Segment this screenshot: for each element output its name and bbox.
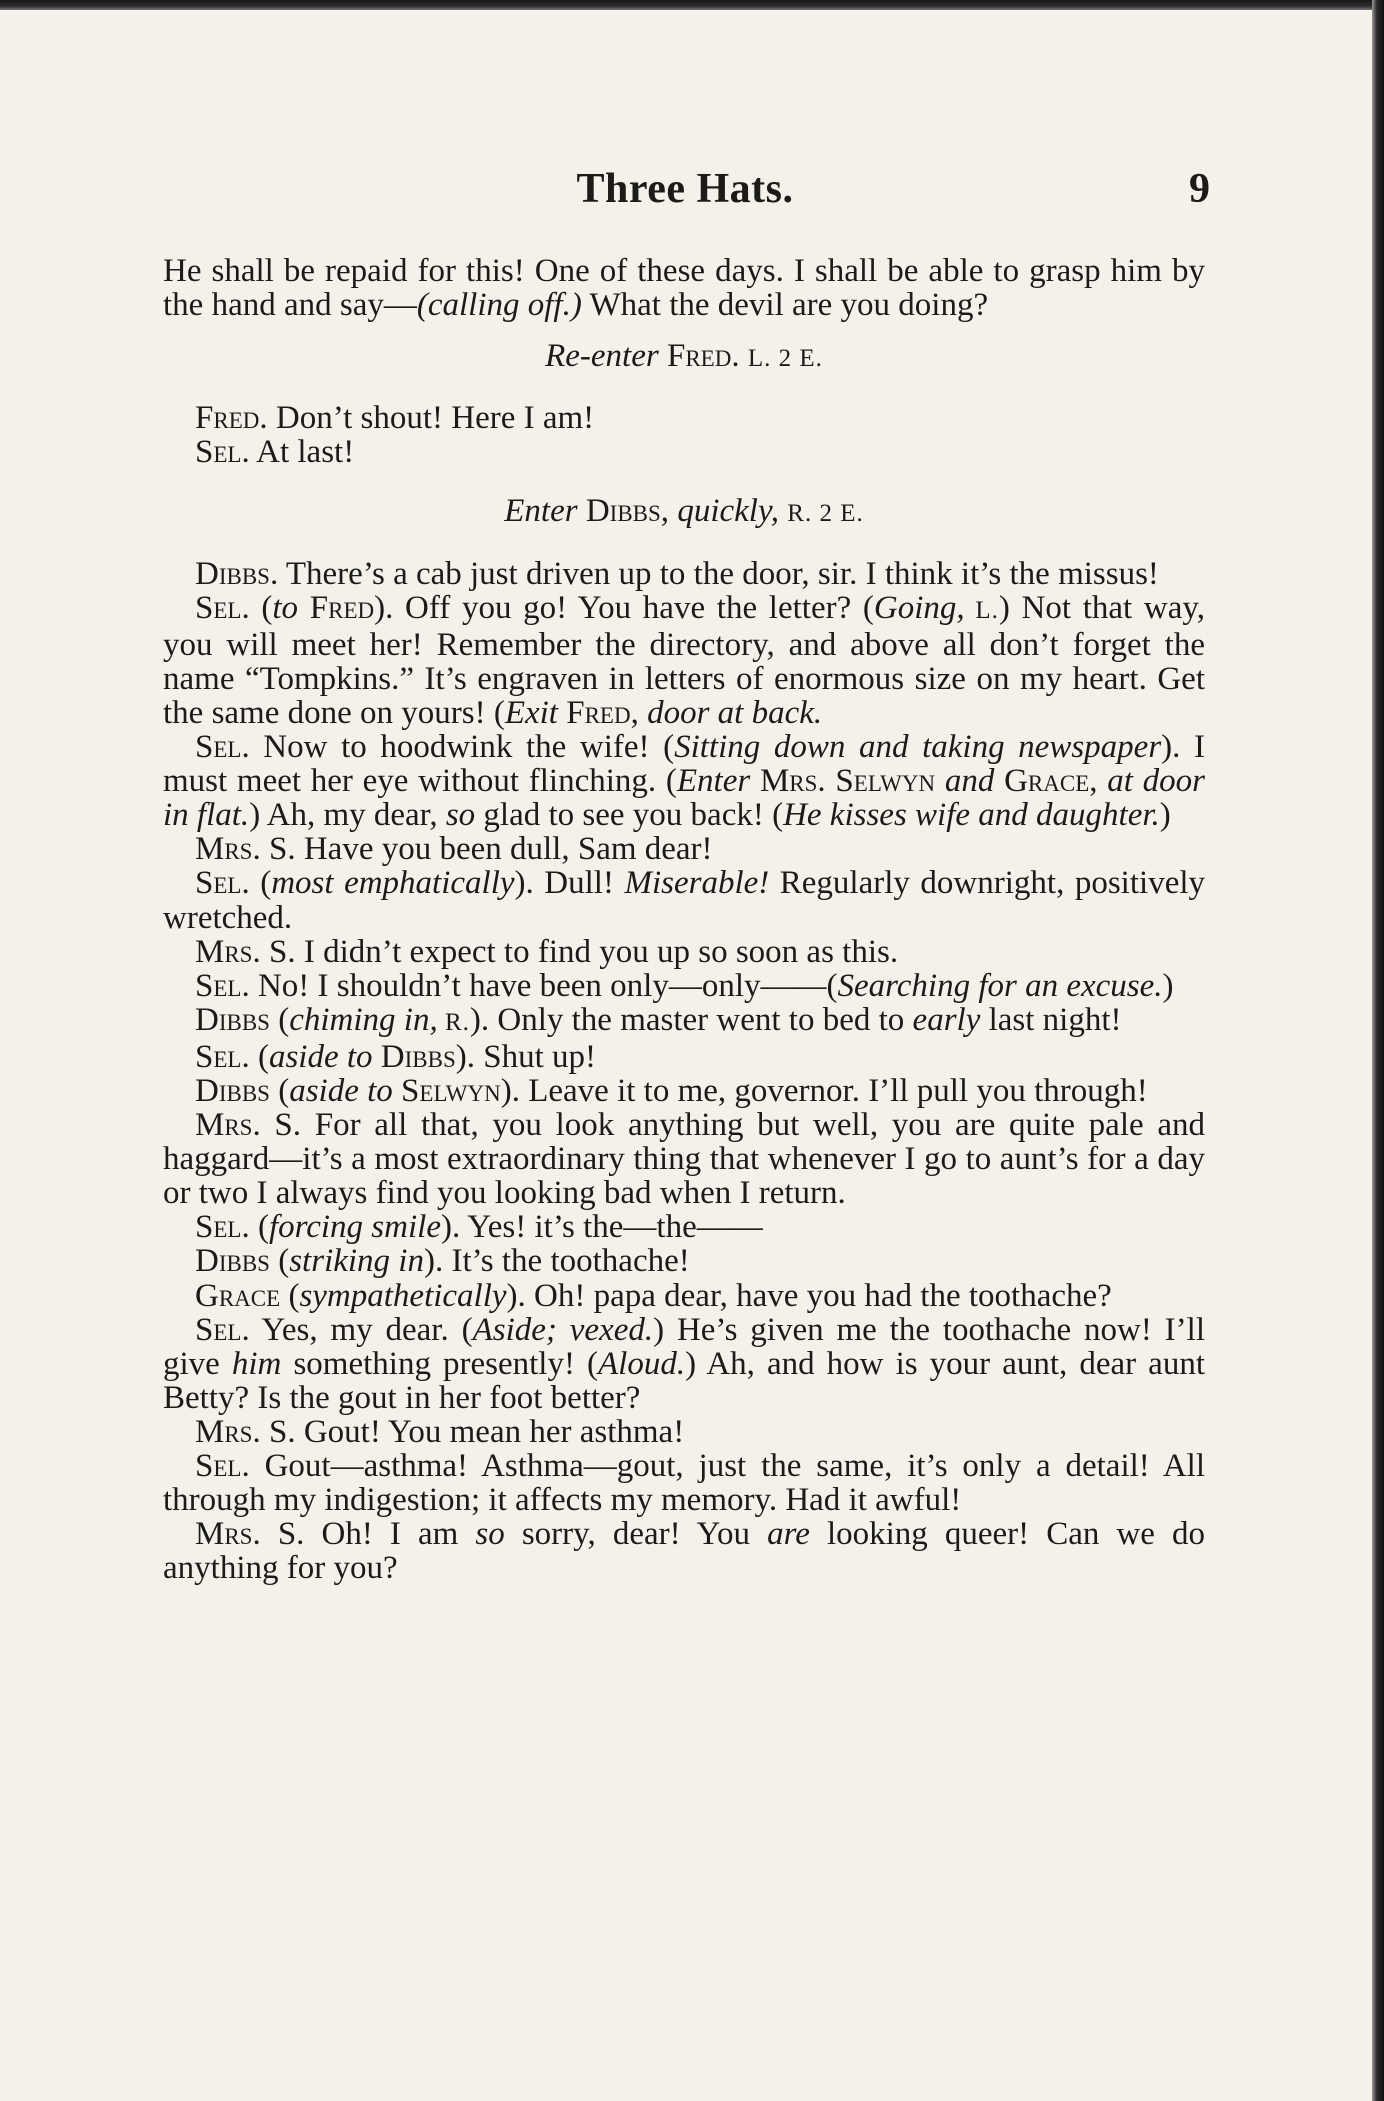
speech-mrs-selwyn: Mrs. S. Gout! You mean her asthma! — [195, 1413, 685, 1450]
speech-selwyn: Sel. Yes, my dear. (Aside; vexed.) He’s given me the toothache now! I’ll give him something presently! (Aloud.) Ah, and how is your aunt, dear aunt Betty? Is the gout in her foot better? — [163, 1311, 1205, 1416]
speech-dibbs: Dibbs (striking in). It’s the toothache! — [195, 1243, 690, 1280]
speech-mrs-selwyn: Mrs. S. Have you been dull, Sam dear! — [195, 831, 713, 868]
page-title: Three Hats. — [576, 166, 794, 212]
page-edge-right — [1372, 0, 1384, 2101]
speech-selwyn: Sel. Now to hoodwink the wife! (Sitting down and taking newspaper). I must meet her eye without flinching. (Enter Mrs. Selwyn and Grace, at door in flat.) Ah, my dear, so glad to see you back! (He kisses wife and daughter.) — [163, 729, 1206, 834]
page-edge-top — [0, 0, 1384, 10]
speech-dibbs: Dibbs (chiming in, R.). Only the master went to bed to early last night! — [195, 1001, 1122, 1038]
speech-selwyn: Sel. (most emphatically). Dull! Miserable! Regularly downright, positively wretched. — [163, 865, 1206, 936]
speech-mrs-selwyn: Mrs. S. For all that, you look anything but well, you are quite pale and haggard—it’s a most extraordinary thing that whenever I go to aunt’s for a day or two I always find you looking bad when I return. — [163, 1107, 1205, 1212]
page-number: 9 — [1189, 166, 1210, 212]
stage-direction: Enter Dibbs, quickly, R. 2 E. — [504, 493, 864, 530]
speech-selwyn: Sel. No! I shouldn’t have been only—only——(Searching for an excuse.) — [195, 967, 1174, 1004]
speech-selwyn: Sel. (aside to Dibbs). Shut up! — [195, 1038, 596, 1075]
speech-selwyn: Sel. At last! — [195, 434, 355, 471]
speech-grace: Grace (sympathetically). Oh! papa dear, have you had the toothache? — [195, 1277, 1112, 1314]
play-text — [163, 254, 1205, 1585]
speech-selwyn: Sel. (forcing smile). Yes! it’s the—the—— — [195, 1209, 763, 1246]
paragraph-opening: He shall be repaid for this! One of these days. I shall be able to grasp him by the hand and say—(calling off.) What the devil are you doing? — [163, 253, 1205, 324]
speech-selwyn: Sel. (to Fred). Off you go! You have the letter? (Going, L.) Not that way, you will meet her! Remember the directory, and above all don’t forget the name “Tompkins.” It’s engraven in letters of enormous size on my heart. Get the same done on yours! (Exit Fred, door at back. — [163, 589, 1205, 731]
speech-dibbs: Dibbs (aside to Selwyn). Leave it to me, governor. I’ll pull you through! — [195, 1072, 1148, 1109]
speech-mrs-selwyn: Mrs. S. I didn’t expect to find you up so soon as this. — [195, 933, 899, 970]
speech-selwyn: Sel. Gout—asthma! Asthma—gout, just the same, it’s only a detail! All through my indigestion; it affects my memory. Had it awful! — [163, 1448, 1205, 1519]
speech-dibbs: Dibbs. There’s a cab just driven up to the door, sir. I think it’s the missus! — [195, 555, 1159, 592]
running-header — [160, 165, 1210, 225]
stage-direction: Re-enter Fred. L. 2 E. — [545, 338, 823, 375]
speech-fred: Fred. Don’t shout! Here I am! — [195, 400, 595, 437]
speech-mrs-selwyn: Mrs. S. Oh! I am so sorry, dear! You are looking queer! Can we do anything for you? — [163, 1516, 1206, 1587]
